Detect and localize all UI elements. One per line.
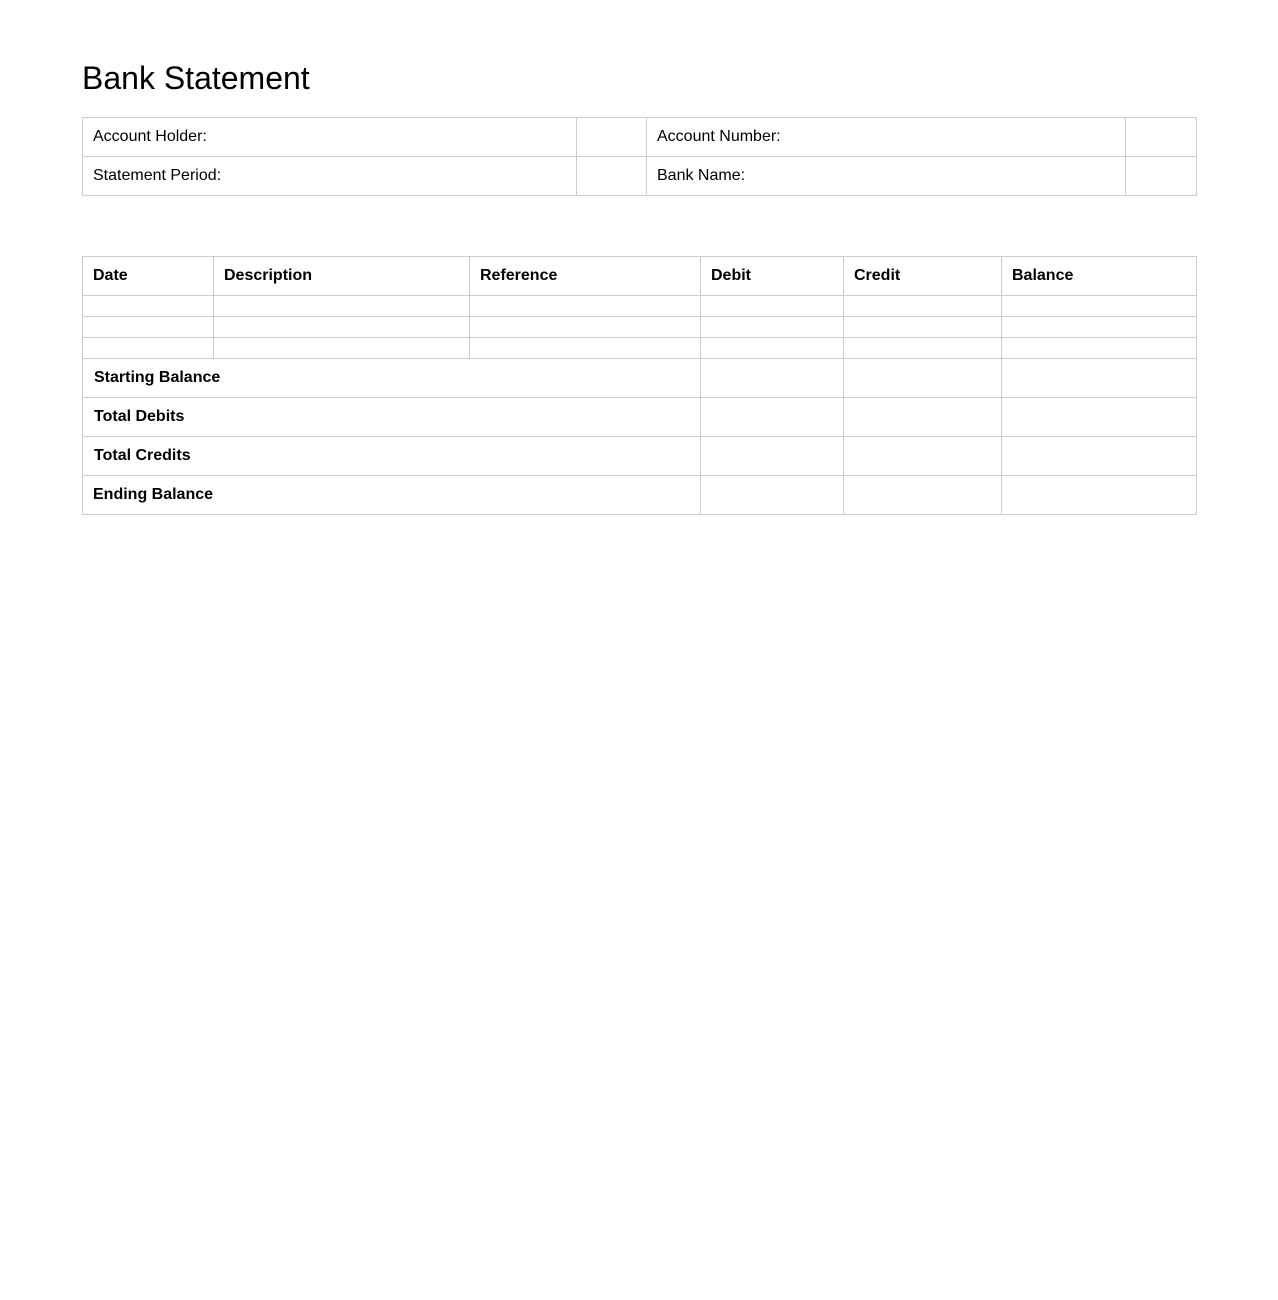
summary-debit[interactable] (701, 398, 844, 437)
header-balance: Balance (1002, 257, 1197, 296)
header-date: Date (83, 257, 214, 296)
summary-balance[interactable] (1002, 437, 1197, 476)
cell-credit[interactable] (844, 317, 1002, 338)
statement-period-value[interactable] (577, 157, 647, 196)
table-row (83, 338, 1197, 359)
cell-date[interactable] (83, 317, 214, 338)
table-row (83, 317, 1197, 338)
summary-row-total-debits (83, 398, 1197, 437)
cell-date[interactable] (83, 296, 214, 317)
summary-debit[interactable] (701, 476, 844, 515)
summary-label: Total Credits (83, 437, 701, 476)
header-debit: Debit (701, 257, 844, 296)
summary-credit[interactable] (844, 359, 1002, 398)
info-row (83, 157, 1197, 196)
cell-date[interactable] (83, 338, 214, 359)
cell-balance[interactable] (1002, 317, 1197, 338)
account-holder-value[interactable] (577, 118, 647, 157)
header-description: Description (214, 257, 470, 296)
summary-label: Starting Balance (83, 359, 701, 398)
header-reference: Reference (470, 257, 701, 296)
account-holder-label: Account Holder: (83, 118, 577, 157)
table-header-row (83, 257, 1197, 296)
summary-debit[interactable] (701, 359, 844, 398)
transactions-table (82, 256, 1197, 515)
table-row (83, 296, 1197, 317)
bank-name-label: Bank Name: (647, 157, 1126, 196)
cell-debit[interactable] (701, 317, 844, 338)
summary-debit[interactable] (701, 437, 844, 476)
cell-debit[interactable] (701, 296, 844, 317)
cell-description[interactable] (214, 338, 470, 359)
statement-period-label: Statement Period: (83, 157, 577, 196)
info-row (83, 118, 1197, 157)
account-number-value[interactable] (1126, 118, 1197, 157)
cell-reference[interactable] (470, 317, 701, 338)
account-info-table (82, 117, 1197, 196)
cell-description[interactable] (214, 317, 470, 338)
cell-debit[interactable] (701, 338, 844, 359)
cell-balance[interactable] (1002, 296, 1197, 317)
summary-row-ending-balance (83, 476, 1197, 515)
summary-credit[interactable] (844, 476, 1002, 515)
cell-reference[interactable] (470, 296, 701, 317)
summary-row-starting-balance (83, 359, 1197, 398)
summary-label: Total Debits (83, 398, 701, 437)
summary-label: Ending Balance (83, 476, 701, 515)
summary-credit[interactable] (844, 398, 1002, 437)
cell-description[interactable] (214, 296, 470, 317)
summary-balance[interactable] (1002, 476, 1197, 515)
cell-credit[interactable] (844, 296, 1002, 317)
summary-row-total-credits (83, 437, 1197, 476)
cell-reference[interactable] (470, 338, 701, 359)
summary-balance[interactable] (1002, 398, 1197, 437)
account-number-label: Account Number: (647, 118, 1126, 157)
cell-balance[interactable] (1002, 338, 1197, 359)
header-credit: Credit (844, 257, 1002, 296)
summary-credit[interactable] (844, 437, 1002, 476)
summary-balance[interactable] (1002, 359, 1197, 398)
cell-credit[interactable] (844, 338, 1002, 359)
page-title: Bank Statement (82, 60, 310, 96)
bank-name-value[interactable] (1126, 157, 1197, 196)
